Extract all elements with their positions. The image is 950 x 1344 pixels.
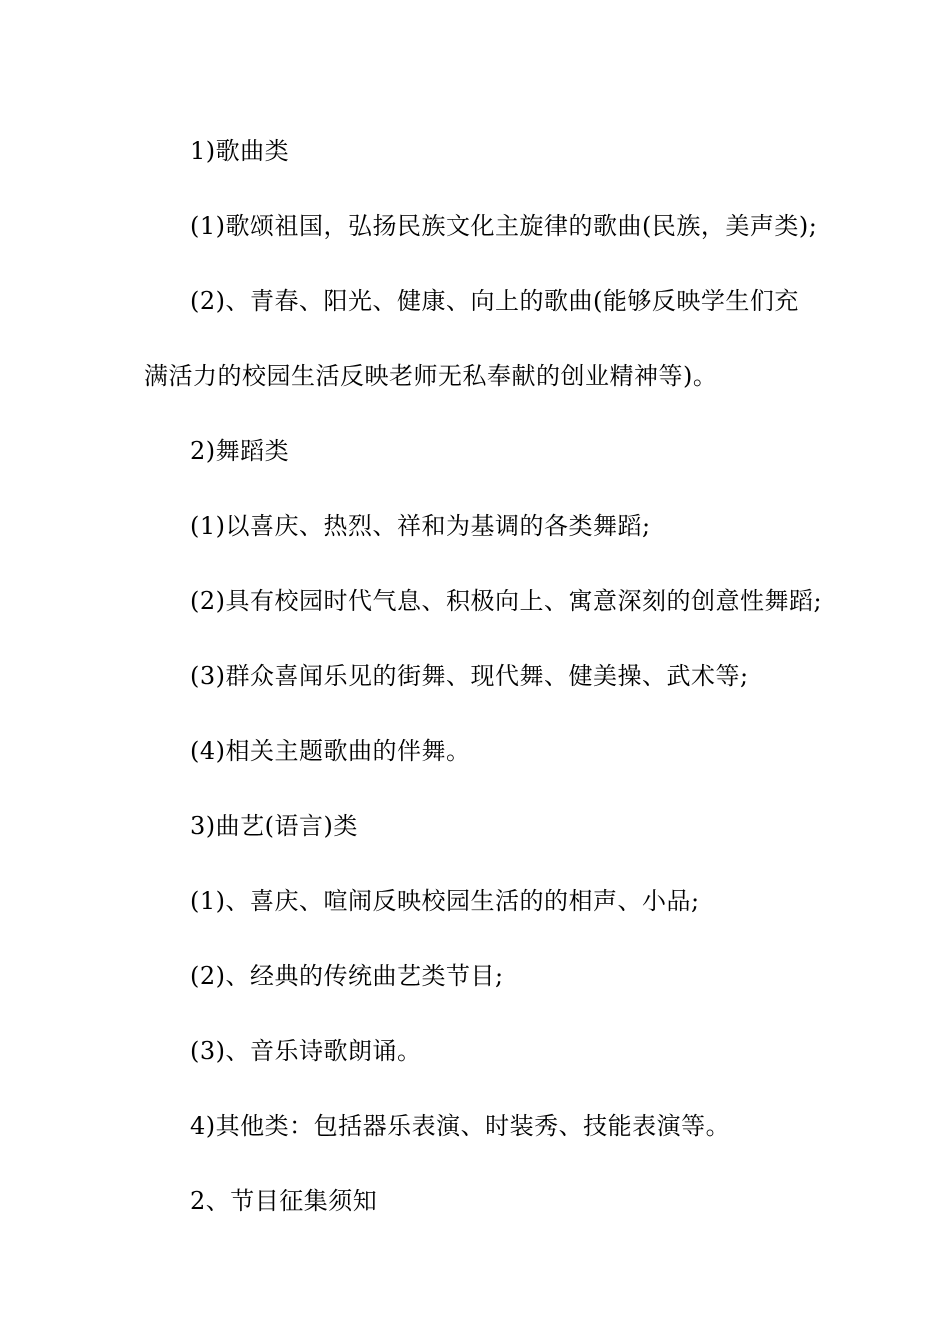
dance-item-3: (3)群众喜闻乐见的街舞、现代舞、健美操、武术等;: [190, 662, 749, 690]
dance-item-2: (2)具有校园时代气息、积极向上、寓意深刻的创意性舞蹈;: [190, 587, 823, 615]
heading-other: 4)其他类：包括器乐表演、时装秀、技能表演等。: [190, 1112, 731, 1140]
quyi-item-2: (2)、经典的传统曲艺类节目;: [190, 962, 504, 990]
dance-item-4: (4)相关主题歌曲的伴舞。: [190, 737, 471, 765]
songs-item-2: (2)、青春、阳光、健康、向上的歌曲(能够反映学生们充: [190, 287, 799, 315]
heading-dance: 2)舞蹈类: [190, 437, 290, 465]
heading-songs: 1)歌曲类: [190, 137, 290, 165]
section-heading-submission-notes: 2、节目征集须知: [190, 1187, 378, 1215]
heading-quyi: 3)曲艺(语言)类: [190, 812, 358, 840]
quyi-item-3: (3)、音乐诗歌朗诵。: [190, 1037, 422, 1065]
songs-item-1: (1)歌颂祖国，弘扬民族文化主旋律的歌曲(民族，美声类);: [190, 212, 818, 240]
songs-item-2-continued: 满活力的校园生活反映老师无私奉献的创业精神等)。: [144, 362, 718, 390]
quyi-item-1: (1)、喜庆、喧闹反映校园生活的的相声、小品;: [190, 887, 700, 915]
dance-item-1: (1)以喜庆、热烈、祥和为基调的各类舞蹈;: [190, 512, 651, 540]
